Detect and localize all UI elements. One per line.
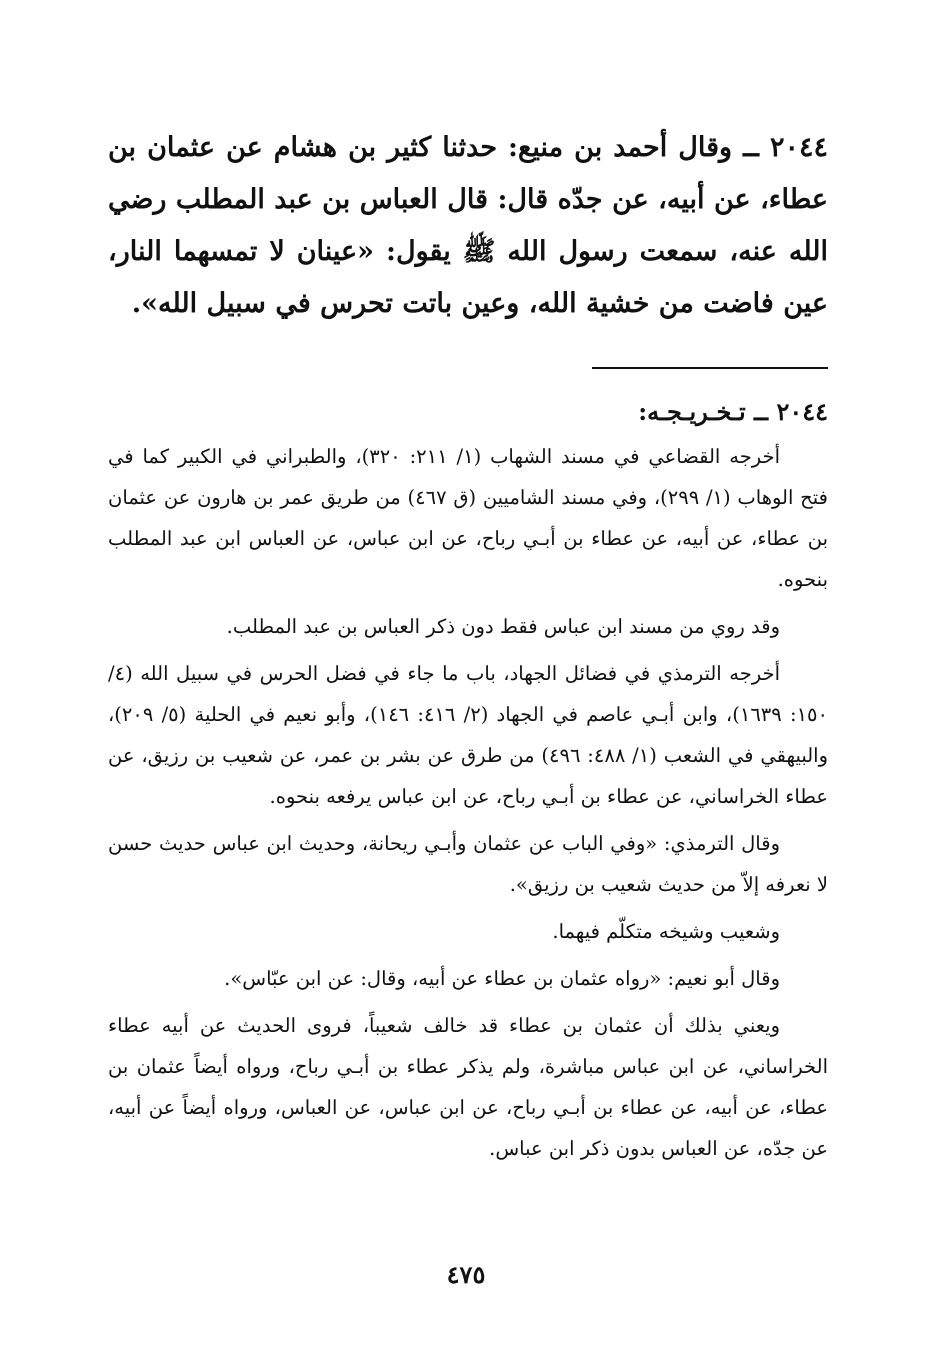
takhrij-paragraph: أخرجه القضاعي في مسند الشهاب (١/ ٢١١: ٣٢٠)، والطبراني في الكبير كما في فتح الوهاب (١/ ٢٩٩)، وفي مسند الشاميين (ق ٤٦٧) من طريق عمر بن هارون عن عثمان بن عطاء، عن أبيه، عن عطاء بن أبـي رباح، عن ابن عباس، عن العباس ابن عبد المطلب بنحوه. <box>108 445 828 591</box>
takhrij-paragraph: وقد روي من مسند ابن عباس فقط دون ذكر العباس بن عبد المطلب. <box>226 615 780 638</box>
takhrij-heading: ٢٠٤٤ ــ تـخـريـجـه: <box>638 397 828 426</box>
footnote-divider <box>592 367 828 369</box>
takhrij-paragraph: وقال أبو نعيم: «رواه عثمان بن عطاء عن أبيه، وقال: عن ابن عبّاس». <box>224 967 780 990</box>
takhrij-paragraph: ويعني بذلك أن عثمان بن عطاء قد خالف شعيباً، فروى الحديث عن أبيه عطاء الخراساني، عن ابن عباس مباشرة، ولم يذكر عطاء بن أبـي رباح، ورواه أيضاً عثمان بن عطاء، عن أبيه، عن عطاء بن أبـي رباح، عن ابن عباس، عن العباس، ورواه أيضاً عن أبيه، عن جدّه، عن العباس بدون ذكر ابن عباس. <box>108 1014 828 1160</box>
hadith-text <box>108 122 828 330</box>
page-number: ٤٧٥ <box>446 1260 486 1289</box>
takhrij-notes <box>108 436 828 1175</box>
takhrij-paragraph: وشعيب وشيخه متكلّم فيهما. <box>552 920 780 943</box>
takhrij-paragraph: وقال الترمذي: «وفي الباب عن عثمان وأبـي ريحانة، وحديث ابن عباس حديث حسن لا نعرفه إلاّ من حديث شعيب بن رزيق». <box>108 832 828 896</box>
takhrij-paragraph: أخرجه الترمذي في فضائل الجهاد، باب ما جاء في فضل الحرس في سبيل الله (٤/ ١٥٠: ١٦٣٩)، وابن أبـي عاصم في الجهاد (٢/ ٤١٦: ١٤٦)، وأبو نعيم في الحلية (٥/ ٢٠٩)، والبيهقي في الشعب (١/ ٤٨٨: ٤٩٦) من طرق عن بشر بن عمر، عن شعيب بن رزيق، عن عطاء الخراساني، عن عطاء بن أبـي رباح، عن ابن عباس يرفعه بنحوه. <box>108 662 828 808</box>
hadith-paragraph: ٢٠٤٤ ــ وقال أحمد بن منيع: حدثنا كثير بن هشام عن عثمان بن عطاء، عن أبيه، عن جدّه قال: قال العباس بن عبد المطلب رضي الله عنه، سمعت رسول الله ﷺ يقول: «عينان لا تمسهما النار، عين فاضت من خشية الله، وعين باتت تحرس في سبيل الله». <box>108 132 828 319</box>
